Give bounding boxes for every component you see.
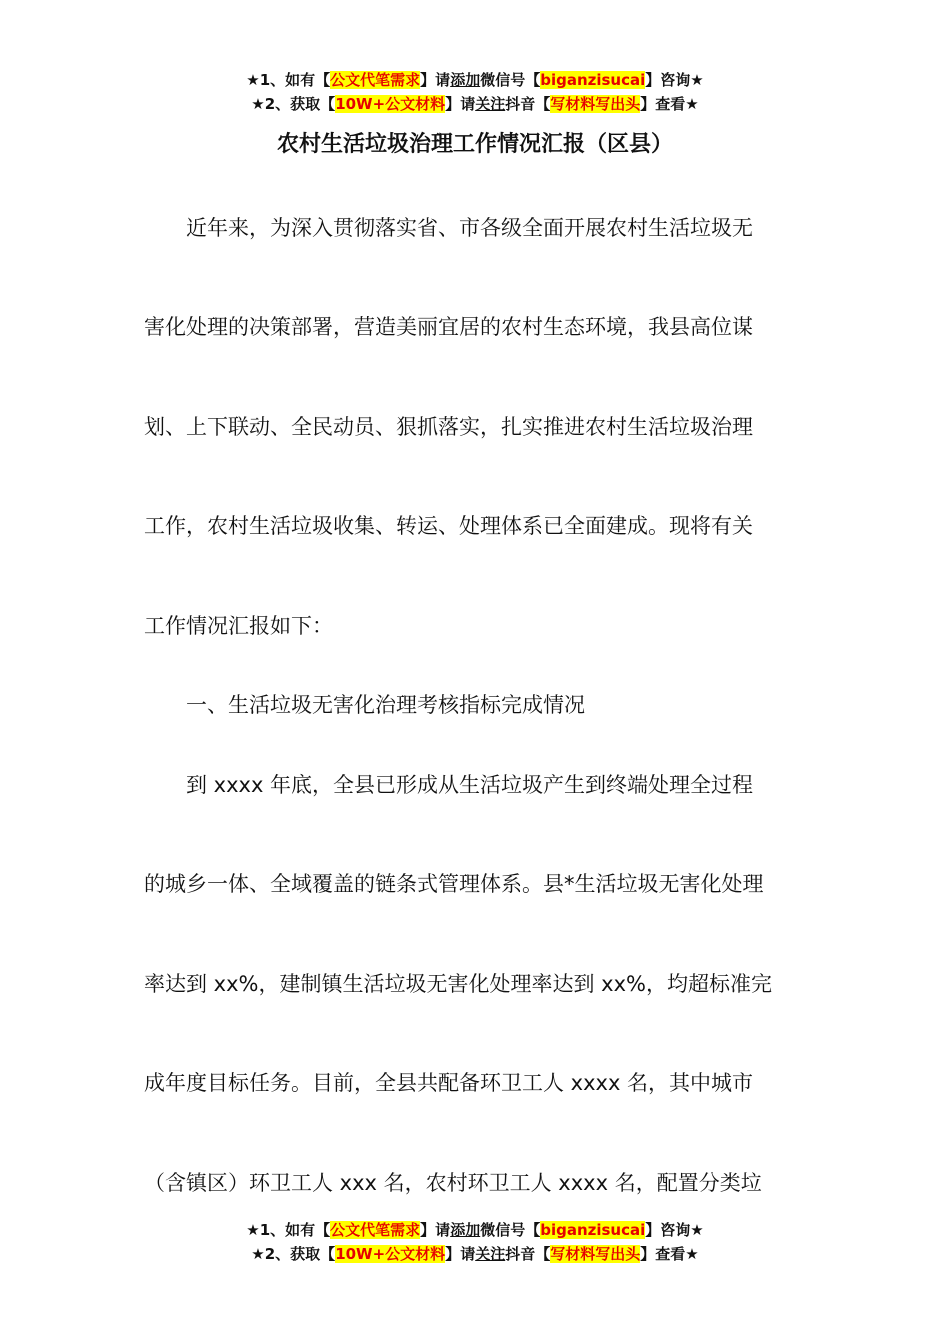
promo-text: 抖音【 (505, 95, 551, 113)
promo-text: 】请 (420, 1221, 451, 1239)
promo-wechat-id: biganzisucai (540, 1221, 646, 1239)
promo-line-2 (0, 92, 950, 116)
promo-line-2 (0, 1242, 950, 1266)
body-line: 率达到 xx%，建制镇生活垃圾无害化处理率达到 xx%，均超标准完 (144, 972, 772, 996)
section-heading: 一、生活垃圾无害化治理考核指标完成情况 (144, 693, 585, 717)
body-line: （含镇区）环卫工人 xxx 名，农村环卫工人 xxxx 名，配置分类垃 (144, 1171, 762, 1195)
promo-wechat-id: biganzisucai (540, 71, 646, 89)
promo-douyin-id: 写材料写出头 (550, 1245, 641, 1263)
body-line: 害化处理的决策部署，营造美丽宜居的农村生态环境，我县高位谋 (144, 315, 753, 339)
body-line: 近年来，为深入贯彻落实省、市各级全面开展农村生活垃圾无 (144, 216, 753, 240)
promo-highlight: 10W+公文材料 (335, 95, 446, 113)
body-line: 到 xxxx 年底，全县已形成从生活垃圾产生到终端处理全过程 (144, 773, 754, 797)
promo-highlight: 10W+公文材料 (335, 1245, 446, 1263)
body-line: 工作情况汇报如下： (144, 614, 333, 638)
promo-text: 】查看★ (640, 1245, 699, 1263)
footer-promo-banner (0, 1218, 950, 1266)
promo-text: ★1、如有【 (246, 1221, 331, 1239)
promo-text: 微信号【 (480, 1221, 541, 1239)
promo-underlined: 关注 (475, 1245, 506, 1263)
promo-line-1 (0, 68, 950, 92)
body-line: 的城乡一体、全域覆盖的链条式管理体系。县*生活垃圾无害化处理 (144, 872, 764, 896)
promo-underlined: 添加 (450, 1221, 481, 1239)
promo-text: 】请 (445, 1245, 476, 1263)
promo-line-1 (0, 1218, 950, 1242)
promo-underlined: 添加 (450, 71, 481, 89)
promo-text: 微信号【 (480, 71, 541, 89)
promo-text: 】请 (420, 71, 451, 89)
promo-highlight: 公文代笔需求 (330, 71, 421, 89)
promo-underlined: 关注 (475, 95, 506, 113)
header-promo-banner (0, 68, 950, 116)
body-line: 工作，农村生活垃圾收集、转运、处理体系已全面建成。现将有关 (144, 514, 753, 538)
body-line: 划、上下联动、全民动员、狠抓落实，扎实推进农村生活垃圾治理 (144, 415, 753, 439)
promo-text: 抖音【 (505, 1245, 551, 1263)
promo-text: 】咨询★ (645, 1221, 704, 1239)
document-title: 农村生活垃圾治理工作情况汇报（区县） (276, 132, 673, 157)
promo-text: 】查看★ (640, 95, 699, 113)
promo-douyin-id: 写材料写出头 (550, 95, 641, 113)
promo-text: ★1、如有【 (246, 71, 331, 89)
promo-text: ★2、获取【 (251, 95, 336, 113)
promo-text: 】咨询★ (645, 71, 704, 89)
promo-text: 】请 (445, 95, 476, 113)
body-line: 成年度目标任务。目前，全县共配备环卫工人 xxxx 名，其中城市 (144, 1071, 754, 1095)
promo-text: ★2、获取【 (251, 1245, 336, 1263)
promo-highlight: 公文代笔需求 (330, 1221, 421, 1239)
